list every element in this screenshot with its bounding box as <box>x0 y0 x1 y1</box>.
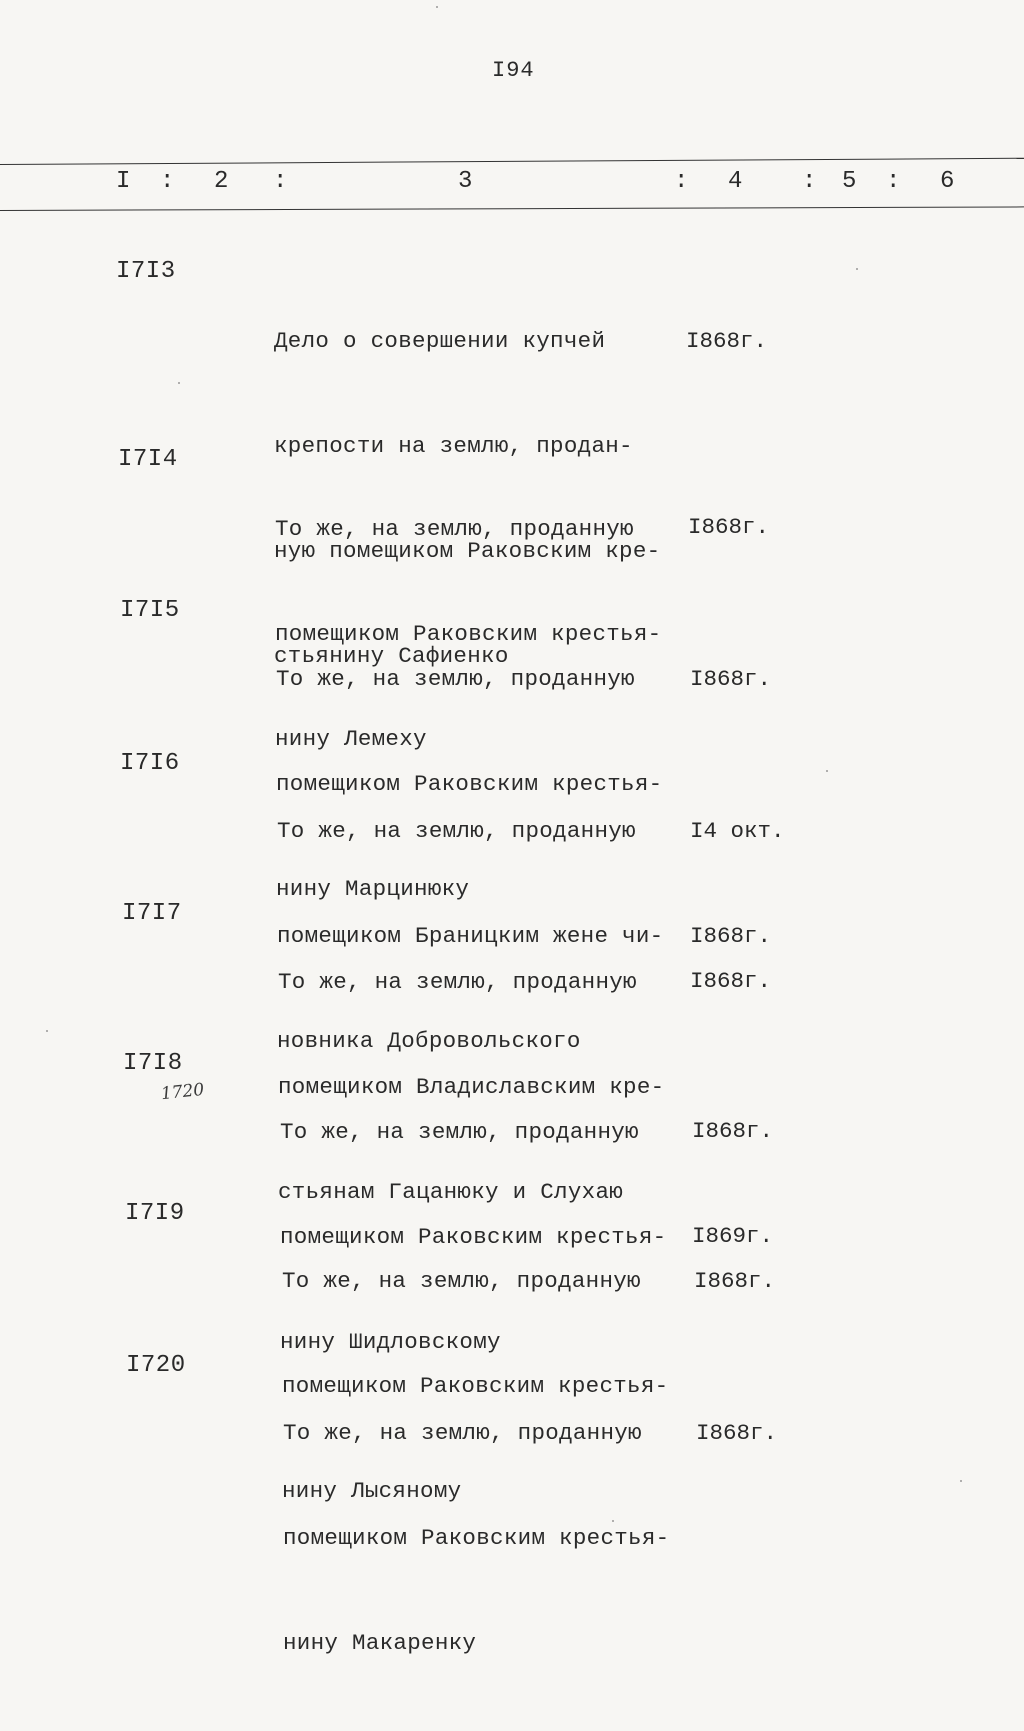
row-date: I868г. <box>690 968 772 994</box>
row-date: I868г. <box>688 514 770 540</box>
column-header-4: 4 <box>728 168 743 195</box>
row-title: То же, на землю, проданную помещиком Раковским крестья- нину Макаренку <box>283 1420 670 1656</box>
page-number: I94 <box>492 58 535 83</box>
handwritten-note: 1720 <box>160 1079 206 1105</box>
column-header-2: 2 <box>214 168 229 195</box>
column-separator: : <box>886 168 901 195</box>
row-number: I7I4 <box>118 446 178 473</box>
row-date: I868г. <box>690 666 772 692</box>
header-bottom-rule <box>0 206 1024 211</box>
row-title: То же, на землю, проданную помещиком Раковским крестья- нину Марцинюку <box>276 666 663 902</box>
row-title: То же, на землю, проданную помещиком Раковским крестья- нину Шидловскому <box>280 1119 667 1355</box>
scan-speck <box>612 1520 614 1522</box>
column-separator: : <box>674 168 689 195</box>
column-separator: : <box>273 168 288 195</box>
column-header-6: 6 <box>940 168 955 195</box>
row-number: I7I5 <box>120 597 180 624</box>
row-title: То же, на землю, проданную помещиком Раковским крестья- нину Лемеху <box>275 516 662 752</box>
header-top-rule <box>0 158 1024 165</box>
row-number: I7I8 <box>123 1050 183 1077</box>
row-date: I868г. I869г. <box>692 1118 774 1249</box>
row-date: I4 окт. I868г. <box>690 818 785 949</box>
row-title: То же, на землю, проданную помещиком Браницким жене чи- новника Добровольского <box>277 818 664 1054</box>
scan-speck <box>856 268 858 270</box>
row-number: I7I3 <box>116 258 176 285</box>
scan-speck <box>436 6 438 8</box>
column-separator: : <box>160 168 175 195</box>
row-title: То же, на землю, проданную помещиком Раковским крестья- нину Лысяному <box>282 1268 669 1504</box>
scan-speck <box>46 1030 48 1032</box>
row-number: I7I9 <box>125 1200 185 1227</box>
row-date: I868г. <box>696 1420 778 1446</box>
row-title: То же, на землю, проданную помещиком Владиславским кре- стьянам Гацанюку и Слухаю <box>278 969 665 1205</box>
column-header-5: 5 <box>842 168 857 195</box>
row-title: Дело о совершении купчей крепости на землю, продан- ную помещиком Раковским кре- стьянину Сафиенко <box>274 328 661 669</box>
row-number: I7I7 <box>122 900 182 927</box>
scan-speck <box>178 382 180 384</box>
row-date: I868г. <box>694 1268 776 1294</box>
row-date: I868г. <box>686 328 768 354</box>
scan-speck <box>960 1480 962 1482</box>
column-separator: : <box>802 168 817 195</box>
row-number: I720 <box>126 1352 186 1379</box>
scan-speck <box>826 770 828 772</box>
column-header-3: 3 <box>458 168 473 195</box>
column-header-1: I <box>116 168 131 195</box>
row-number: I7I6 <box>120 750 180 777</box>
